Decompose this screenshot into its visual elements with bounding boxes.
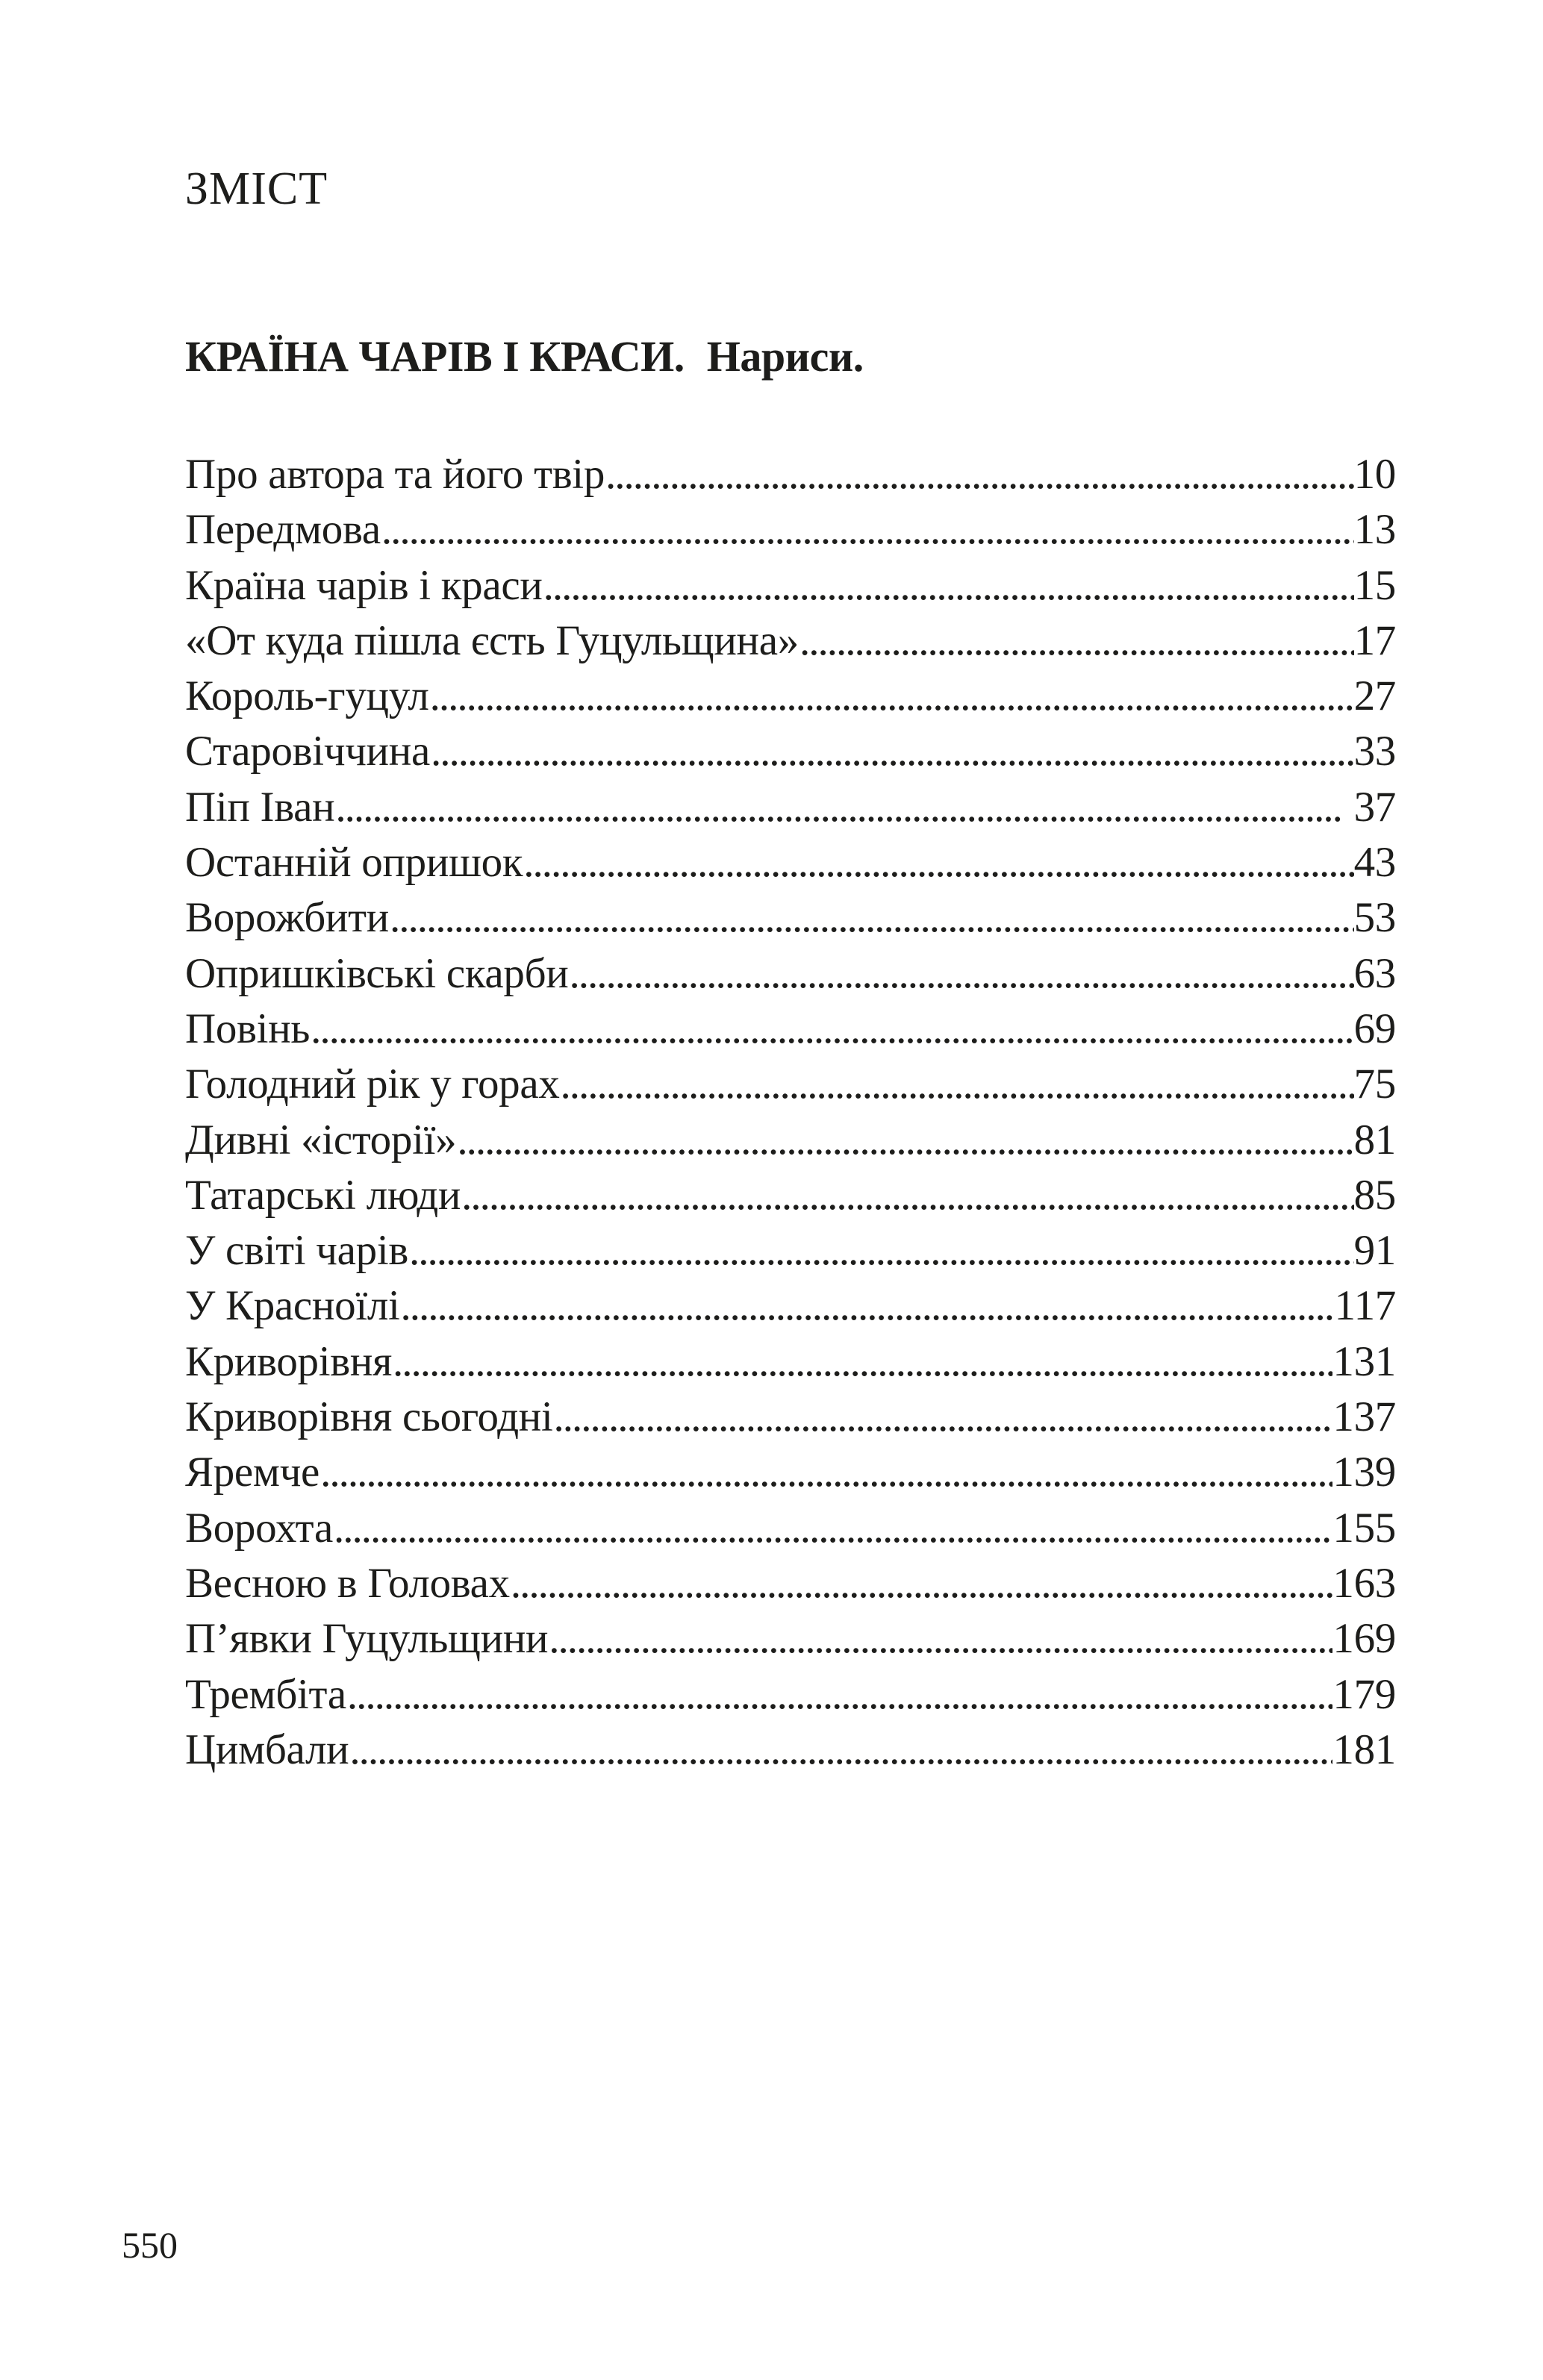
toc-entry-title: Останній опришок xyxy=(185,839,523,887)
toc-entry-page: 179 xyxy=(1332,1670,1396,1718)
toc-leader-dots xyxy=(381,502,1354,557)
toc-entry-page: 81 xyxy=(1353,1116,1396,1164)
toc-entry-title: Яремче xyxy=(185,1449,320,1496)
toc-entry-title: Про автора та його твір xyxy=(185,451,605,498)
toc-entry-page: 43 xyxy=(1353,839,1396,887)
toc-entry-page: 10 xyxy=(1353,451,1396,498)
toc-leader-dots xyxy=(605,447,1354,502)
toc-entry xyxy=(185,1501,1396,1556)
toc-entry-title: «От куда пішла єсть Гуцульщина» xyxy=(185,616,799,664)
toc-entry-page: 169 xyxy=(1332,1615,1396,1663)
folio-page-number: 550 xyxy=(122,2224,178,2266)
toc-leader-dots xyxy=(799,613,1354,669)
toc-leader-dots xyxy=(310,1002,1353,1057)
toc-entry-page: 181 xyxy=(1332,1725,1396,1773)
page-title: ЗМІСТ xyxy=(185,163,328,214)
toc-entry-title: Ворохта xyxy=(185,1504,333,1552)
toc-leader-dots xyxy=(333,1501,1332,1556)
toc-entry xyxy=(185,1057,1396,1112)
toc-entry-page: 131 xyxy=(1332,1337,1396,1385)
toc-entry-title: Ворожбити xyxy=(185,894,389,942)
toc-entry-page: 53 xyxy=(1353,894,1396,942)
toc-entry xyxy=(185,613,1396,669)
toc-entry-page: 85 xyxy=(1353,1171,1396,1219)
toc-leader-dots xyxy=(548,1611,1332,1667)
toc-entry-page: 33 xyxy=(1353,728,1396,775)
toc-entry xyxy=(185,1334,1396,1390)
table-of-contents xyxy=(185,447,1396,1778)
toc-entry xyxy=(185,1556,1396,1611)
toc-entry-title: Весною в Головах xyxy=(185,1559,510,1607)
toc-leader-dots xyxy=(346,1667,1333,1722)
toc-leader-dots xyxy=(389,890,1354,946)
toc-entry xyxy=(185,780,1396,835)
toc-leader-dots xyxy=(553,1390,1333,1445)
toc-entry-page: 75 xyxy=(1353,1061,1396,1108)
toc-leader-dots xyxy=(568,946,1353,1002)
toc-entry-page: 27 xyxy=(1353,672,1396,720)
section-heading xyxy=(185,332,864,381)
toc-entry-title: Криворівня xyxy=(185,1337,393,1385)
toc-entry xyxy=(185,1667,1396,1722)
toc-entry-page: 63 xyxy=(1353,949,1396,997)
toc-entry-page: 137 xyxy=(1332,1393,1396,1441)
toc-entry xyxy=(185,1168,1396,1223)
toc-entry-page: 15 xyxy=(1353,561,1396,609)
toc-entry-page: 117 xyxy=(1334,1282,1396,1330)
toc-leader-dots xyxy=(523,835,1353,890)
toc-leader-dots xyxy=(461,1168,1353,1223)
toc-entry xyxy=(185,1002,1396,1057)
toc-leader-dots xyxy=(543,558,1354,613)
toc-leader-dots xyxy=(456,1113,1353,1168)
toc-entry-page: 69 xyxy=(1353,1005,1396,1052)
section-heading-subtitle: Нариси. xyxy=(706,332,864,381)
toc-entry xyxy=(185,724,1396,779)
toc-entry-page: 139 xyxy=(1332,1449,1396,1496)
section-heading-main: КРАЇНА ЧАРІВ І КРАСИ. xyxy=(185,332,685,381)
toc-entry-title: Піп Іван xyxy=(185,783,335,831)
toc-entry xyxy=(185,1445,1396,1500)
toc-entry xyxy=(185,1278,1396,1334)
toc-entry xyxy=(185,1113,1396,1168)
toc-leader-dots xyxy=(430,724,1354,779)
toc-entry-title: Король-гуцул xyxy=(185,672,429,720)
toc-entry-title: Старовіччина xyxy=(185,728,430,775)
toc-entry-page: 17 xyxy=(1353,616,1396,664)
toc-leader-dots xyxy=(334,780,1343,835)
toc-entry-title: Дивні «історії» xyxy=(185,1116,457,1164)
toc-entry-title: Татарські люди xyxy=(185,1171,461,1219)
toc-entry-title: Цимбали xyxy=(185,1725,349,1773)
toc-entry xyxy=(185,890,1396,946)
toc-leader-dots xyxy=(349,1722,1332,1778)
toc-entry-title: П’явки Гуцульщини xyxy=(185,1615,549,1663)
toc-entry-title: Передмова xyxy=(185,506,381,554)
toc-entry-page: 91 xyxy=(1353,1227,1396,1275)
toc-entry-title: У світі чарів xyxy=(185,1227,408,1275)
toc-entry xyxy=(185,1722,1396,1778)
toc-leader-dots xyxy=(510,1556,1333,1611)
toc-entry-title: Криворівня сьогодні xyxy=(185,1393,553,1441)
toc-entry xyxy=(185,558,1396,613)
toc-entry xyxy=(185,1223,1396,1278)
toc-entry xyxy=(185,502,1396,557)
toc-entry xyxy=(185,1611,1396,1667)
toc-entry-title: Повінь xyxy=(185,1005,311,1052)
toc-entry-title: Трембіта xyxy=(185,1670,346,1718)
toc-leader-dots xyxy=(319,1445,1332,1500)
toc-entry xyxy=(185,946,1396,1002)
toc-entry xyxy=(185,1390,1396,1445)
toc-leader-dots xyxy=(429,669,1354,724)
toc-leader-dots xyxy=(392,1334,1332,1390)
toc-entry-title: У Красноїлі xyxy=(185,1282,400,1330)
toc-entry-title: Країна чарів і краси xyxy=(185,561,543,609)
toc-entry-title: Опришківські скарби xyxy=(185,949,569,997)
toc-entry xyxy=(185,447,1396,502)
toc-entry-page: 13 xyxy=(1353,506,1396,554)
toc-entry-page: 37 xyxy=(1343,783,1396,831)
toc-entry-page: 155 xyxy=(1332,1504,1396,1552)
toc-entry xyxy=(185,669,1396,724)
toc-leader-dots xyxy=(560,1057,1354,1112)
toc-leader-dots xyxy=(408,1223,1354,1278)
toc-entry-page: 163 xyxy=(1332,1559,1396,1607)
toc-leader-dots xyxy=(400,1278,1335,1334)
toc-entry xyxy=(185,835,1396,890)
toc-entry-title: Голодний рік у горах xyxy=(185,1061,560,1108)
